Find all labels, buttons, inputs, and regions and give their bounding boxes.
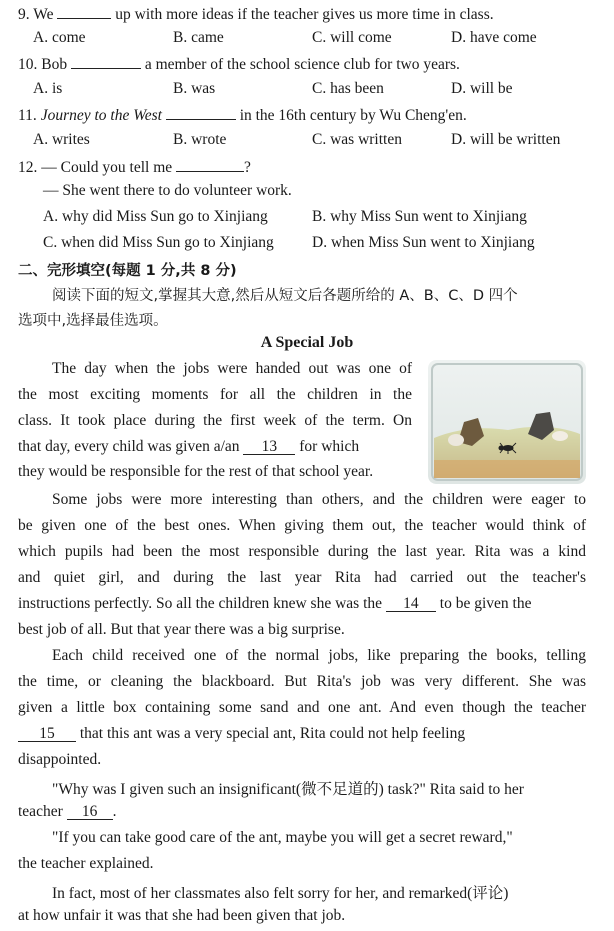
passage-text: that day, every child was given a/an xyxy=(18,438,240,455)
cloze-blank-13[interactable]: 13 xyxy=(243,439,295,455)
question-9 xyxy=(18,4,494,24)
passage-line: Each child received one of the normal jobs, like preparing the books, telling xyxy=(52,647,586,664)
passage-line: The day when the jobs were handed out was one of xyxy=(52,360,412,377)
section-instruction: 选项中,选择最佳选项。 xyxy=(18,313,168,329)
option-a[interactable]: A. why did Miss Sun go to Xinjiang xyxy=(43,208,268,225)
passage-line xyxy=(18,595,586,613)
question-number: 11. xyxy=(18,107,37,124)
option-a[interactable]: A. writes xyxy=(33,131,90,148)
passage-line: disappointed. xyxy=(18,751,102,768)
answer-blank[interactable] xyxy=(71,54,141,69)
passage-line: which pupils had been the most responsible during the last year. Rita was a kind xyxy=(18,543,586,560)
option-c[interactable]: C. has been xyxy=(312,80,384,97)
question-text: up with more ideas if the teacher gives us more time in class. xyxy=(115,6,494,23)
passage-text: instructions perfectly. So all the children knew she was the xyxy=(18,595,383,612)
cloze-blank-15[interactable]: 15 xyxy=(18,726,76,742)
passage-line: at how unfair it was that she had been given that job. xyxy=(18,907,346,924)
passage-title: A Special Job xyxy=(260,334,354,351)
answer-blank[interactable] xyxy=(176,157,244,172)
question-text: ? xyxy=(244,159,251,176)
cloze-blank-16[interactable]: 16 xyxy=(67,804,113,820)
question-10 xyxy=(18,54,460,74)
question-text: a member of the school science club for two years. xyxy=(144,56,460,73)
option-a[interactable]: A. come xyxy=(33,29,86,46)
passage-line: the most exciting moments for all the children in the xyxy=(18,386,412,403)
passage-line: the time, or cleaning the blackboard. But Rita's job was very different. She was xyxy=(18,673,586,690)
passage-line xyxy=(18,438,412,456)
dialogue-reply: — She went there to do volunteer work. xyxy=(43,182,292,199)
passage-line: the teacher explained. xyxy=(18,855,154,872)
passage-text: for which xyxy=(299,438,360,455)
option-d[interactable]: D. will be written xyxy=(451,131,561,148)
cloze-blank-14[interactable]: 14 xyxy=(386,596,436,612)
book-title: Journey to the West xyxy=(40,107,162,124)
section-instruction: 阅读下面的短文,掌握其大意,然后从短文后各题所给的 A、B、C、D 四个 xyxy=(52,288,518,304)
option-d[interactable]: D. when Miss Sun went to Xinjiang xyxy=(312,234,535,251)
passage-line: best job of all. But that year there was a big surprise. xyxy=(18,621,345,638)
passage-line: given a little box containing some sand and one ant. And even though the teacher xyxy=(18,699,586,716)
option-a[interactable]: A. is xyxy=(33,80,63,97)
passage-line: be given one of the best ones. When giving them out, the teacher would think of xyxy=(18,517,586,534)
passage-line: "Why was I given such an insignificant(微不足道的) task?" Rita said to her xyxy=(52,781,524,798)
option-b[interactable]: B. was xyxy=(173,80,216,97)
question-number: 9. xyxy=(18,6,30,23)
answer-blank[interactable] xyxy=(57,4,111,19)
passage-line xyxy=(18,803,586,821)
passage-line: class. It took place during the first week of the term. On xyxy=(18,412,412,429)
passage-text: . xyxy=(112,803,117,820)
passage-line: "If you can take good care of the ant, maybe you will get a secret reward," xyxy=(52,829,513,846)
question-number: 10. xyxy=(18,56,38,73)
option-b[interactable]: B. came xyxy=(173,29,224,46)
question-12 xyxy=(18,157,251,177)
answer-blank[interactable] xyxy=(166,105,236,120)
question-number: 12. xyxy=(18,159,38,176)
option-c[interactable]: C. when did Miss Sun go to Xinjiang xyxy=(43,234,274,251)
passage-text: that this ant was a very special ant, Rita could not help feeling xyxy=(79,725,466,742)
question-11 xyxy=(18,105,467,125)
passage-line: they would be responsible for the rest of that school year. xyxy=(18,463,374,480)
passage-line xyxy=(18,725,586,743)
option-b[interactable]: B. why Miss Sun went to Xinjiang xyxy=(312,208,527,225)
question-text: Bob xyxy=(41,56,68,73)
ant-in-sand-box-photo xyxy=(428,360,586,484)
passage-text: teacher xyxy=(18,803,63,820)
option-c[interactable]: C. was written xyxy=(312,131,402,148)
passage-line: and quiet girl, and during the last year Rita had carried out the teacher's xyxy=(18,569,586,586)
passage-line: In fact, most of her classmates also felt sorry for her, and remarked(评论) xyxy=(52,885,509,902)
option-b[interactable]: B. wrote xyxy=(173,131,227,148)
option-d[interactable]: D. will be xyxy=(451,80,513,97)
option-c[interactable]: C. will come xyxy=(312,29,392,46)
option-d[interactable]: D. have come xyxy=(451,29,537,46)
section-heading: 二、完形填空(每题 1 分,共 8 分) xyxy=(18,263,237,279)
question-text: We xyxy=(33,6,54,23)
passage-text: to be given the xyxy=(439,595,532,612)
question-text: in the 16th century by Wu Cheng'en. xyxy=(239,107,467,124)
passage-line: Some jobs were more interesting than others, and the children were eager to xyxy=(52,491,586,508)
question-text: — Could you tell me xyxy=(41,159,173,176)
